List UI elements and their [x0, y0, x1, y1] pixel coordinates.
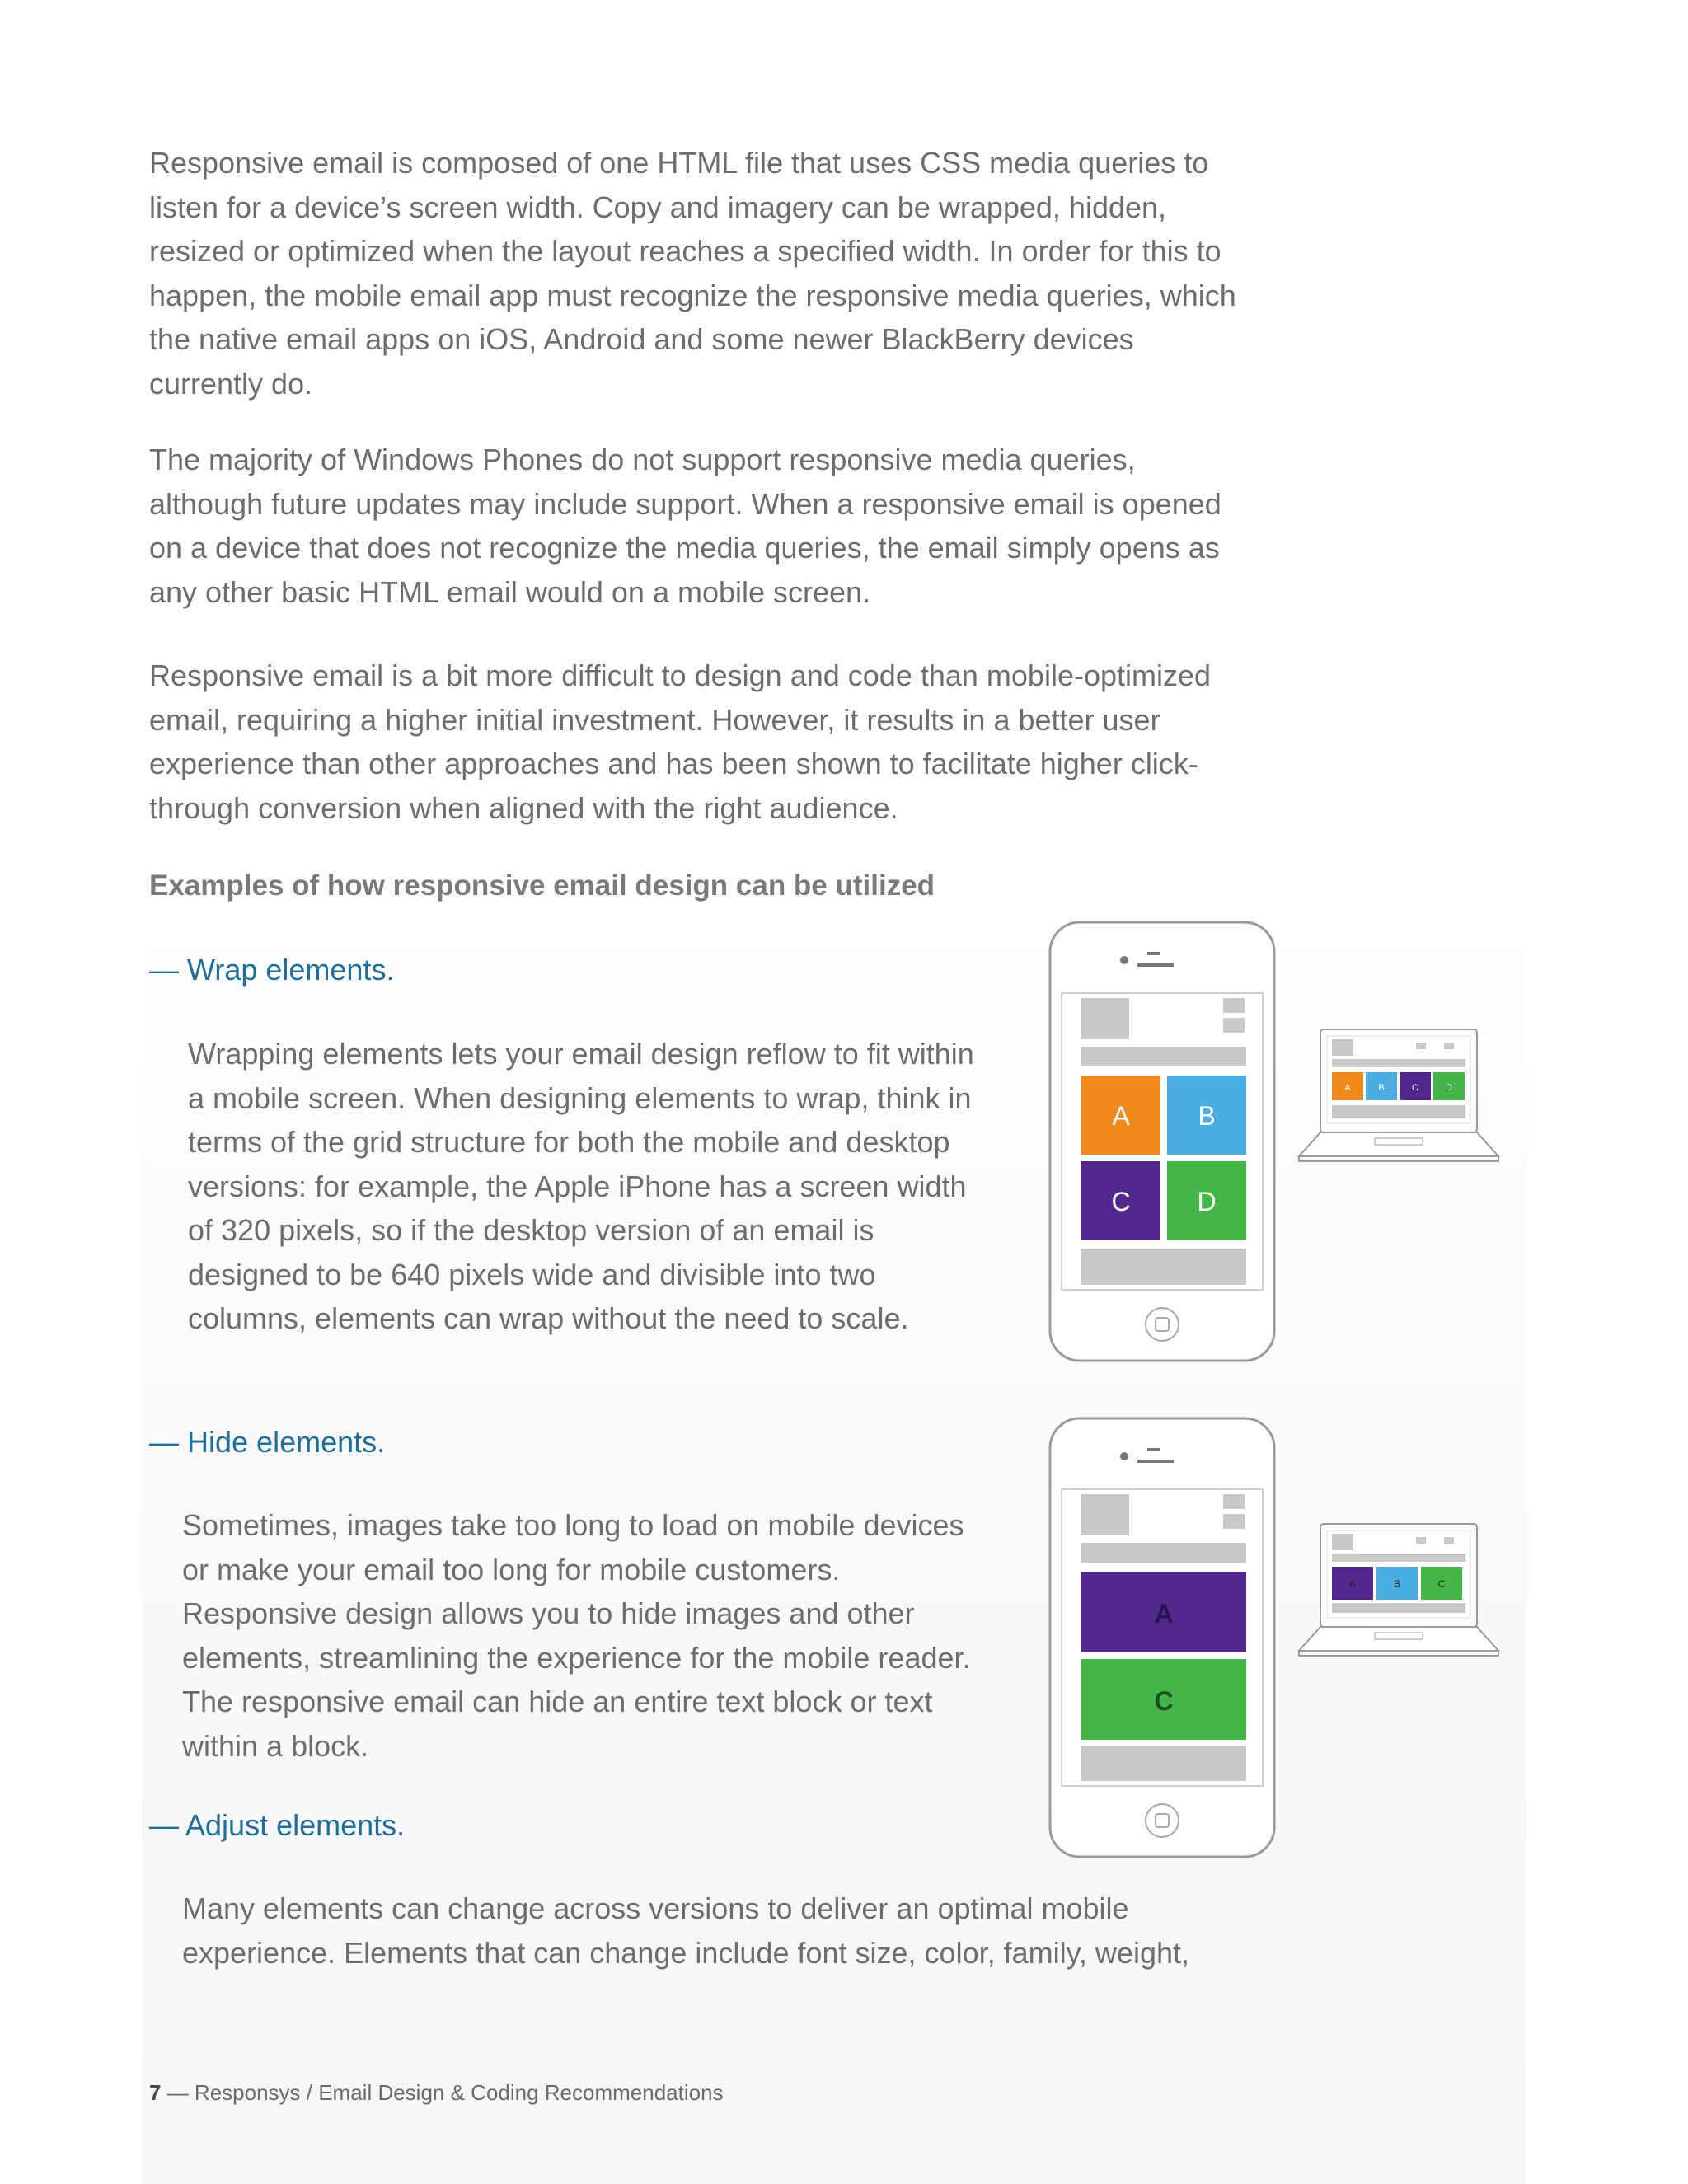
- phone-wrap-illustration: [1047, 919, 1286, 1364]
- laptop-block-a: A: [1344, 1083, 1351, 1093]
- examples-heading: Examples of how responsive email design can be utilized: [149, 869, 935, 902]
- page-number: 7: [149, 2080, 162, 2105]
- laptop-hide-block-c: C: [1437, 1578, 1446, 1590]
- laptop-block-d: D: [1446, 1083, 1452, 1093]
- footer-text: — Responsys / Email Design & Coding Recommendations: [161, 2080, 724, 2105]
- laptop-hide-block-a: A: [1348, 1578, 1357, 1590]
- block-c-label: C: [1111, 1187, 1131, 1216]
- hide-block-c-label: C: [1154, 1686, 1174, 1716]
- paragraph-windows-phones: The majority of Windows Phones do not support responsive media queries, although future updates may include support. When a responsive email is opened on a device that does not recognize the media queries, the email simply opens as any other basic HTML email would on a mobile screen.: [149, 443, 1221, 609]
- laptop-wrap-illustration: [1296, 1026, 1502, 1170]
- laptop-hide-block-b: B: [1393, 1578, 1401, 1590]
- phone-hide-illustration: [1047, 1415, 1286, 1860]
- wrap-elements-title: — Wrap elements.: [149, 953, 395, 987]
- adjust-elements-text: Many elements can change across versions to deliver an optimal mobile experience. Elements that can change include font size, color, family, weight,: [182, 1891, 1189, 1970]
- page-footer: [149, 2080, 724, 2106]
- paragraph-investment: Responsive email is a bit more difficult to design and code than mobile-optimized email, requiring a higher initial investment. However, it results in a better user experience than other approaches and has been shown to facilitate higher click-through conversion when aligned with the right audience.: [149, 658, 1212, 825]
- hide-elements-title: — Hide elements.: [149, 1425, 386, 1459]
- laptop-block-c: C: [1412, 1083, 1418, 1093]
- hide-elements-text: Sometimes, images take too long to load on mobile devices or make your email too long for mobile customers. Responsive design allows you to hide images and other elements, streamlining the experience for the mobile reader. The responsive email can hide an entire text block or text within a block.: [182, 1508, 971, 1763]
- adjust-elements-title: — Adjust elements.: [149, 1808, 406, 1842]
- hide-block-a-label: A: [1154, 1599, 1174, 1629]
- laptop-block-b: B: [1378, 1083, 1385, 1093]
- block-a-label: A: [1112, 1101, 1130, 1131]
- wrap-elements-text: Wrapping elements lets your email design reflow to fit within a mobile screen. When designing elements to wrap, think in terms of the grid structure for both the mobile and desktop versions: for example, the Apple iPhone has a screen width of 320 pixels, so if the desktop version of an email is designed to be 640 pixels wide and divisible into two columns, elements can wrap without the need to scale.: [188, 1037, 974, 1335]
- laptop-hide-illustration: [1296, 1521, 1502, 1665]
- paragraph-intro: Responsive email is composed of one HTML file that uses CSS media queries to listen for a device’s screen width. Copy and imagery can be wrapped, hidden, resized or optimized when the layout reaches a specified width. In order for this to happen, the mobile email app must recognize the responsive media queries, which the native email apps on iOS, Android and some newer BlackBerry devices currently do.: [149, 146, 1236, 401]
- block-b-label: B: [1198, 1101, 1216, 1131]
- block-d-label: D: [1197, 1187, 1217, 1216]
